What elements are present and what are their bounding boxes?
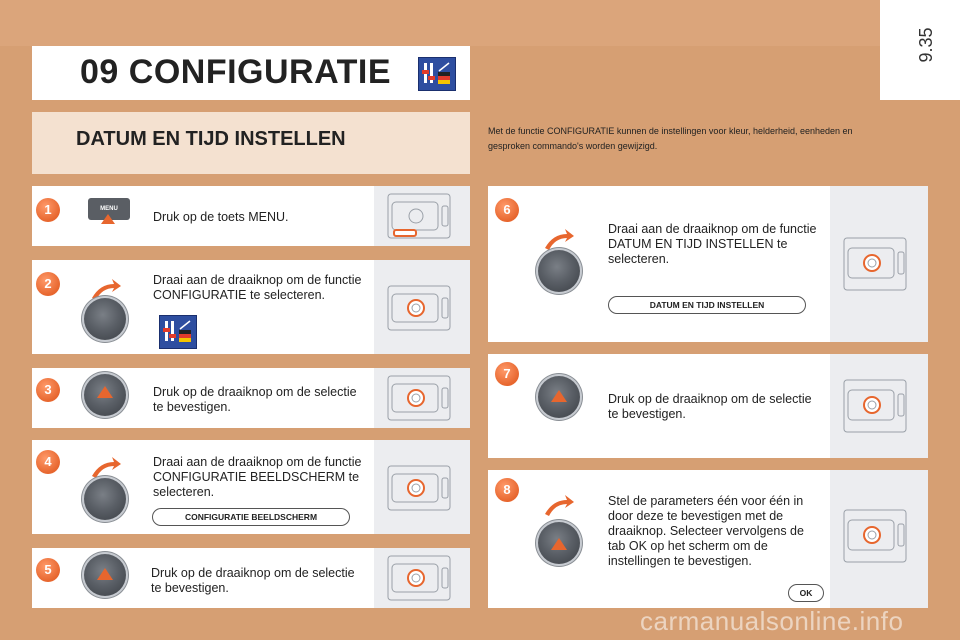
rotary-knob (84, 298, 126, 340)
rotary-knob (84, 478, 126, 520)
radio-unit-icon (842, 234, 914, 294)
radio-unit-icon (386, 190, 458, 242)
radio-unit-icon (842, 376, 914, 436)
step-text-7: Druk op de draaiknop om de selectie te bevestigen. (608, 392, 812, 421)
ok-pill: OK (788, 584, 824, 602)
step-text-2: Draai aan de draaiknop om de functie CONFIGURATIE te selecteren. (153, 273, 362, 302)
intro-text: Met de functie CONFIGURATIE kunnen de instellingen voor kleur, helderheid, eenheden en gesproken commando's worden gewijzigd. (488, 126, 853, 151)
press-arrow-icon (549, 390, 569, 426)
page-number: 9.35 (916, 27, 936, 63)
configuration-icon (159, 315, 197, 349)
rotate-arrow-icon (543, 228, 575, 250)
rotary-knob (538, 250, 580, 292)
press-arrow-icon (549, 538, 569, 574)
radio-unit-icon (386, 552, 458, 604)
datum-en-tijd-pill: DATUM EN TIJD INSTELLEN (608, 296, 806, 314)
radio-unit-icon (842, 506, 914, 566)
step-badge-3: 3 (36, 378, 60, 402)
step-badge-6: 6 (495, 198, 519, 222)
radio-unit-icon (386, 282, 458, 334)
press-arrow-icon (95, 568, 115, 604)
step-badge-2: 2 (36, 272, 60, 296)
watermark: carmanualsonline.info (640, 606, 904, 636)
step-badge-5: 5 (36, 558, 60, 582)
chapter-number: 09 (80, 53, 119, 91)
configuration-icon (418, 57, 456, 91)
step-text-3: Druk op de draaiknop om de selectie te bevestigen. (153, 385, 357, 414)
configuratie-beeldscherm-pill: CONFIGURATIE BEELDSCHERM (152, 508, 350, 526)
step-text-1: Druk op de toets MENU. (153, 210, 289, 224)
step-text-5: Druk op de draaiknop om de selectie te bevestigen. (151, 566, 355, 595)
step-badge-4: 4 (36, 450, 60, 474)
press-arrow-icon (98, 214, 118, 240)
radio-unit-icon (386, 462, 458, 514)
rotate-arrow-icon (90, 278, 122, 300)
step-badge-7: 7 (495, 362, 519, 386)
step-text-6: Draai aan de draaiknop om de functie DATUM EN TIJD INSTELLEN te selecteren. (608, 222, 817, 266)
press-arrow-icon (95, 386, 115, 422)
rotate-arrow-icon (543, 494, 575, 516)
chapter-name: CONFIGURATIE (128, 53, 392, 91)
chapter-title (80, 53, 391, 92)
section-title: DATUM EN TIJD INSTELLEN (76, 128, 346, 150)
step-text-4: Draai aan de draaiknop om de functie CONFIGURATIE BEELDSCHERM te selecteren. (153, 455, 362, 499)
step-text-8: Stel de parameters één voor één in door deze te bevestigen met de draaiknop. Selecteer vervolgens de tab OK op het scherm om de instellingen te bevestigen. (608, 494, 804, 568)
step-badge-1: 1 (36, 198, 60, 222)
radio-unit-icon (386, 372, 458, 424)
top-band (0, 0, 880, 46)
rotate-arrow-icon (90, 456, 122, 478)
menu-key-icon: MENU (88, 198, 130, 220)
step-badge-8: 8 (495, 478, 519, 502)
